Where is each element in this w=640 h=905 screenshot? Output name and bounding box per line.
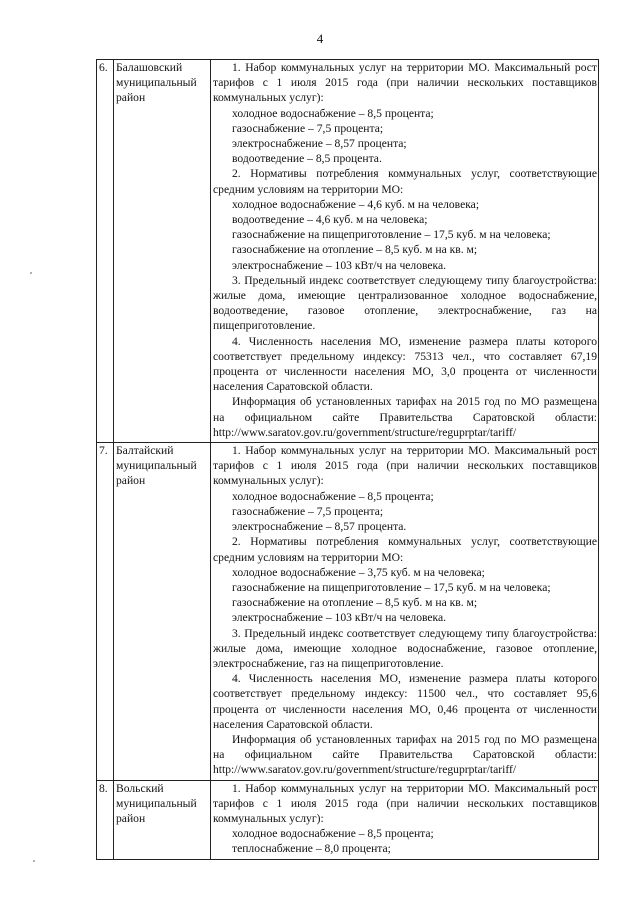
info-paragraph: 1. Набор коммунальных услуг на территории МО. Максимальный рост тарифов с 1 июля 2015 года (при наличии нескольких поставщиков коммунальных услуг):	[213, 444, 597, 488]
district-name: Вольский муниципальный район	[114, 780, 211, 859]
info-paragraph: электроснабжение – 8,57 процента.	[232, 520, 407, 534]
table-row	[97, 60, 599, 443]
page-number: 4	[316, 31, 324, 46]
scan-speck	[30, 272, 32, 274]
district-name: Балтайский муниципальный район	[114, 443, 211, 780]
info-paragraph: теплоснабжение – 8,0 процента;	[232, 842, 391, 856]
scan-speck	[33, 860, 35, 862]
info-paragraph: холодное водоснабжение – 3,75 куб. м на человека;	[232, 565, 485, 579]
info-paragraph: 2. Нормативы потребления коммунальных услуг, соответствующие средним условиям на территории МО:	[213, 167, 597, 196]
info-paragraph: газоснабжение на отопление – 8,5 куб. м на кв. м;	[232, 596, 478, 610]
info-paragraph: 2. Нормативы потребления коммунальных услуг, соответствующие средним условиям на территории МО:	[213, 535, 597, 564]
info-paragraph: Информация об установленных тарифах на 2015 год по МО размещена на официальном сайте Правительства Саратовской области: http://www.saratov.gov.ru/government/structure/reguprptar/tariff/	[213, 395, 597, 439]
info-paragraph: водоотведение – 8,5 процента.	[232, 152, 382, 166]
info-paragraph: водоотведение – 4,6 куб. м на человека;	[232, 213, 428, 227]
info-paragraph: 1. Набор коммунальных услуг на территории МО. Максимальный рост тарифов с 1 июля 2015 года (при наличии нескольких поставщиков коммунальных услуг):	[213, 61, 597, 105]
info-paragraph: холодное водоснабжение – 8,5 процента;	[232, 489, 434, 503]
table-body	[97, 60, 599, 860]
district-info	[211, 443, 599, 780]
info-paragraph: газоснабжение – 7,5 процента;	[232, 121, 384, 135]
info-paragraph: газоснабжение – 7,5 процента;	[232, 504, 384, 518]
info-paragraph: Информация об установленных тарифах на 2015 год по МО размещена на официальном сайте Правительства Саратовской области: http://www.saratov.gov.ru/government/structure/reguprptar/tariff/	[213, 732, 597, 777]
table-row	[97, 780, 599, 859]
district-info	[211, 60, 599, 443]
info-paragraph: 4. Численность населения МО, изменение размера платы которого соответствует предельному индексу: 75313 чел., что составляет 67,19 процента от численности населения МО, 3,0 процента от численности населения Саратовской области.	[213, 334, 597, 394]
tariff-table	[96, 59, 599, 860]
info-paragraph: электроснабжение – 103 кВт/ч на человека.	[232, 258, 447, 272]
info-paragraph: газоснабжение на пищеприготовление – 17,5 куб. м на человека;	[232, 580, 551, 594]
info-paragraph: 1. Набор коммунальных услуг на территории МО. Максимальный рост тарифов с 1 июля 2015 года (при наличии нескольких поставщиков коммунальных услуг):	[213, 781, 597, 825]
info-paragraph: электроснабжение – 8,57 процента;	[232, 137, 407, 151]
district-info	[211, 780, 599, 859]
info-paragraph: электроснабжение – 103 кВт/ч на человека.	[232, 611, 447, 625]
info-paragraph: газоснабжение на отопление – 8,5 куб. м на кв. м;	[232, 243, 478, 257]
info-paragraph: 4. Численность населения МО, изменение размера платы которого соответствует предельному индексу: 11500 чел., что составляет 95,6 процента от численности населения МО, 0,46 процента от численности населения Саратовской области.	[213, 672, 597, 731]
table-row	[97, 443, 599, 780]
row-number: 7.	[97, 443, 114, 780]
info-paragraph: газоснабжение на пищеприготовление – 17,5 куб. м на человека;	[232, 228, 551, 242]
row-number: 8.	[97, 780, 114, 859]
info-paragraph: 3. Предельный индекс соответствует следующему типу благоустройства: жилые дома, имеющие холодное водоснабжение, газовое отопление, электроснабжение, газ на пищеприготовление.	[213, 626, 597, 670]
district-name: Балашовский муниципальный район	[114, 60, 211, 443]
info-paragraph: холодное водоснабжение – 8,5 процента;	[232, 827, 434, 841]
row-number: 6.	[97, 60, 114, 443]
info-paragraph: 3. Предельный индекс соответствует следующему типу благоустройства: жилые дома, имеющие централизованное холодное водоснабжение, водоотведение, газовое отопление, электроснабжение, газ на пищеприготовление.	[213, 273, 597, 333]
info-paragraph: холодное водоснабжение – 8,5 процента;	[232, 106, 434, 120]
info-paragraph: холодное водоснабжение – 4,6 куб. м на человека;	[232, 197, 480, 211]
